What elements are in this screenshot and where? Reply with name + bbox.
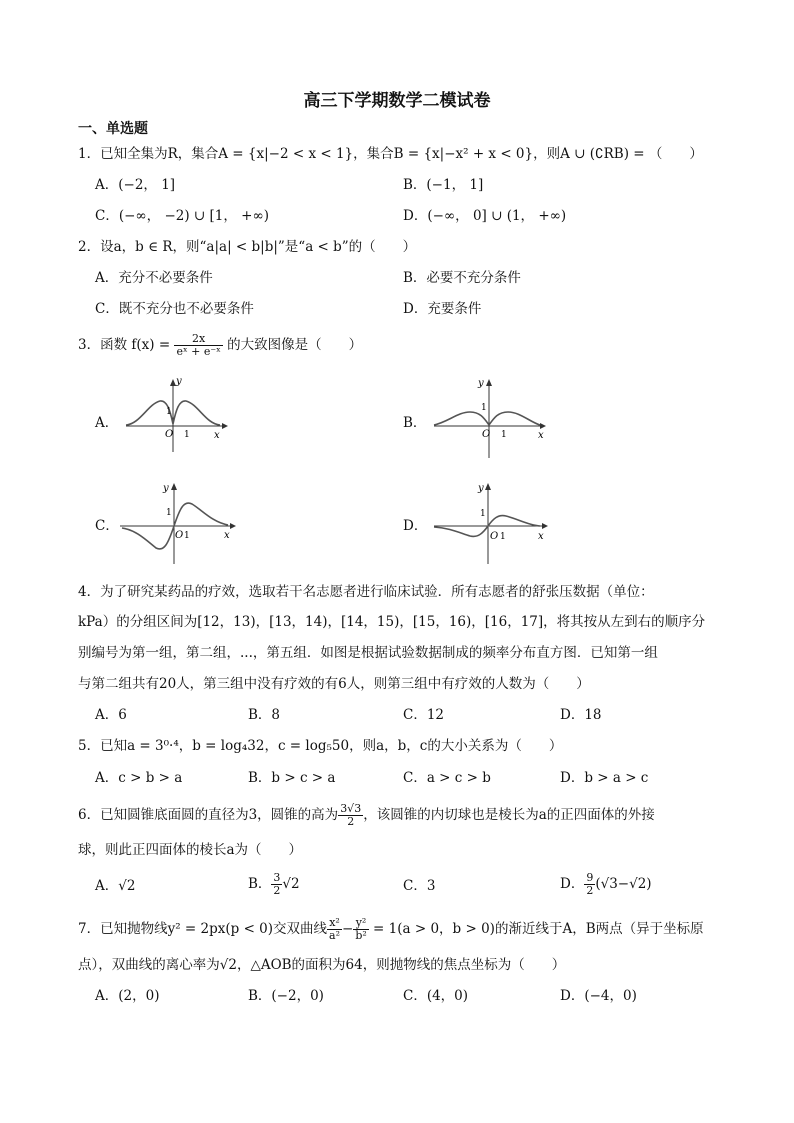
q3-graph-b — [428, 374, 548, 460]
origin-label: O — [490, 531, 499, 542]
q4-option-d[interactable]: D．18 — [560, 707, 602, 723]
y-tick-1: 1 — [480, 509, 486, 519]
q1-option-a[interactable]: A．(−2， 1] — [95, 177, 176, 193]
y-axis-arrow — [486, 379, 492, 386]
q4-option-b[interactable]: B．8 — [248, 707, 281, 723]
question-4-line-1: 4．为了研究某药品的疗效，选取若干名志愿者进行临床试验．所有志愿者的舒张压数据（单位： — [78, 584, 654, 600]
q7-frac-x-num: x² — [327, 917, 342, 930]
q7-line1-a: 7．已知抛物线y² = 2px(p < 0)交双曲线 — [78, 921, 328, 937]
x-axis-arrow — [230, 523, 236, 529]
q3-denominator: eˣ + e⁻ˣ — [176, 345, 221, 358]
q7-option-c[interactable]: C．(4，0) — [403, 988, 469, 1004]
x-tick-1: 1 — [184, 531, 190, 541]
q1-option-c[interactable]: C．(−∞， −2) ∪ [1， +∞) — [95, 208, 269, 224]
y-label: y — [163, 483, 169, 494]
q6-d-denominator: 2 — [586, 884, 594, 897]
q6-option-b[interactable] — [248, 872, 300, 897]
q6-b-numerator: 3 — [273, 871, 281, 884]
q2-option-b[interactable]: B．必要不充分条件 — [403, 270, 521, 286]
y-tick-1: 1 — [166, 407, 172, 417]
q5-option-d[interactable]: D．b > a > c — [560, 770, 649, 786]
q2-option-c[interactable]: C．既不充分也不必要条件 — [95, 301, 254, 317]
q7-option-a[interactable]: A．(2，0) — [95, 988, 160, 1004]
q6-b-denominator: 2 — [273, 884, 281, 897]
q7-frac-y-den: b² — [355, 929, 367, 942]
x-label: x — [538, 430, 544, 441]
y-label: y — [478, 378, 484, 389]
q7-frac-x — [327, 917, 342, 942]
x-tick-1: 1 — [501, 430, 507, 440]
q1-option-b[interactable]: B．(−1， 1] — [403, 177, 484, 193]
q6-option-d[interactable] — [560, 872, 652, 897]
q6-line1-a: 6．已知圆锥底面圆的直径为3，圆锥的高为 — [78, 807, 339, 823]
y-label: y — [478, 483, 484, 494]
q3-option-b[interactable]: B． — [403, 415, 427, 431]
q6-option-c[interactable]: C．3 — [403, 878, 436, 894]
origin-label: O — [165, 429, 174, 440]
q6-b-fraction — [271, 872, 282, 897]
q6-height-denominator: 2 — [347, 815, 355, 828]
q6-d-prefix: D． — [560, 876, 585, 892]
q5-option-b[interactable]: B．b > c > a — [248, 770, 336, 786]
q3-fraction — [174, 333, 222, 358]
q7-frac-y-num: y² — [353, 917, 368, 930]
q6-line1-b: ，该圆锥的内切球也是棱长为a的正四面体的外接 — [363, 807, 655, 823]
q3-stem-suffix: 的大致图像是（ ） — [227, 337, 363, 353]
x-tick-1: 1 — [500, 532, 506, 542]
question-4-line-2: kPa）的分组区间为[12，13)，[13，14)，[14，15)，[15，16)，[16，17]，将其按从左到右的顺序分 — [78, 614, 706, 630]
section-heading: 一、单选题 — [78, 121, 148, 137]
q7-frac-y — [353, 917, 368, 942]
question-3-stem — [78, 333, 362, 358]
x-label: x — [214, 430, 220, 441]
y-tick-1: 1 — [166, 508, 172, 518]
q6-height-numerator: 3√3 — [340, 802, 362, 815]
q7-option-d[interactable]: D．(−4，0) — [560, 988, 637, 1004]
q2-option-d[interactable]: D．充要条件 — [403, 301, 482, 317]
question-1-stem: 1．已知全集为R，集合A = {x|−2 < x < 1}，集合B = {x|−x² + x < 0}，则A ∪ (∁RB) = （ ） — [78, 146, 703, 162]
y-tick-1: 1 — [481, 403, 487, 413]
q6-d-fraction — [584, 872, 595, 897]
q4-option-c[interactable]: C．12 — [403, 707, 445, 723]
q6-d-suffix: (√3−√2) — [595, 876, 652, 892]
q6-b-prefix: B． — [248, 876, 272, 892]
q6-height-fraction — [338, 803, 363, 828]
q5-option-c[interactable]: C．a > c > b — [403, 770, 491, 786]
q3-numerator: 2x — [174, 333, 222, 346]
q3-option-d[interactable]: D． — [403, 518, 428, 534]
question-4-line-4: 与第二组共有20人，第三组中没有疗效的有6人，则第三组中有疗效的人数为（ ） — [78, 676, 590, 692]
question-6-line-1 — [78, 803, 655, 828]
x-axis-arrow — [540, 423, 546, 429]
x-label: x — [538, 531, 544, 542]
q5-option-a[interactable]: A．c > b > a — [95, 770, 183, 786]
q3-stem-prefix: 3．函数 f(x) = — [78, 337, 171, 353]
curve — [434, 412, 540, 425]
q4-option-a[interactable]: A．6 — [95, 707, 127, 723]
q3-graph-c — [114, 478, 240, 566]
question-7-line-1 — [78, 917, 704, 942]
q6-option-a[interactable]: A．√2 — [95, 878, 136, 894]
y-axis-arrow — [485, 483, 491, 490]
q7-option-b[interactable]: B．(−2，0) — [248, 988, 324, 1004]
q3-option-a[interactable]: A． — [95, 415, 119, 431]
q7-minus: − — [342, 921, 354, 937]
q1-option-d[interactable]: D．(−∞， 0] ∪ (1， +∞) — [403, 208, 567, 224]
q2-option-a[interactable]: A．充分不必要条件 — [95, 270, 213, 286]
question-7-line-2: 点），双曲线的离心率为√2，△AOB的面积为64，则抛物线的焦点坐标为（ ） — [78, 957, 566, 973]
q3-graph-d — [428, 478, 554, 566]
x-label: x — [224, 530, 230, 541]
q7-frac-x-den: a² — [329, 929, 340, 942]
origin-label: O — [175, 530, 184, 541]
x-axis-arrow — [542, 523, 548, 529]
question-4-line-3: 别编号为第一组，第二组，...，第五组．如图是根据试验数据制成的频率分布直方图．已知第一组 — [78, 645, 658, 661]
page-title: 高三下学期数学二模试卷 — [303, 91, 491, 111]
y-label: y — [176, 376, 182, 387]
q3-graph-a — [120, 374, 230, 454]
x-tick-1: 1 — [184, 430, 190, 440]
origin-label: O — [482, 429, 491, 440]
question-6-line-2: 球，则此正四面体的棱长a为（ ） — [78, 842, 303, 858]
q3-option-c[interactable]: C． — [95, 518, 119, 534]
question-2-stem: 2．设a，b ∈ R，则“a|a| < b|b|”是“a < b”的（ ） — [78, 239, 417, 255]
q7-line1-b: = 1(a > 0，b > 0)的渐近线于A，B两点（异于坐标原 — [368, 921, 704, 937]
q6-d-numerator: 9 — [586, 871, 594, 884]
question-5-stem: 5．已知a = 3⁰·⁴，b = log₄32，c = log₅50，则a，b，c的大小关系为（ ） — [78, 738, 563, 754]
x-axis-arrow — [222, 423, 228, 429]
y-axis-arrow — [171, 483, 177, 490]
q6-b-suffix: √2 — [282, 876, 300, 892]
